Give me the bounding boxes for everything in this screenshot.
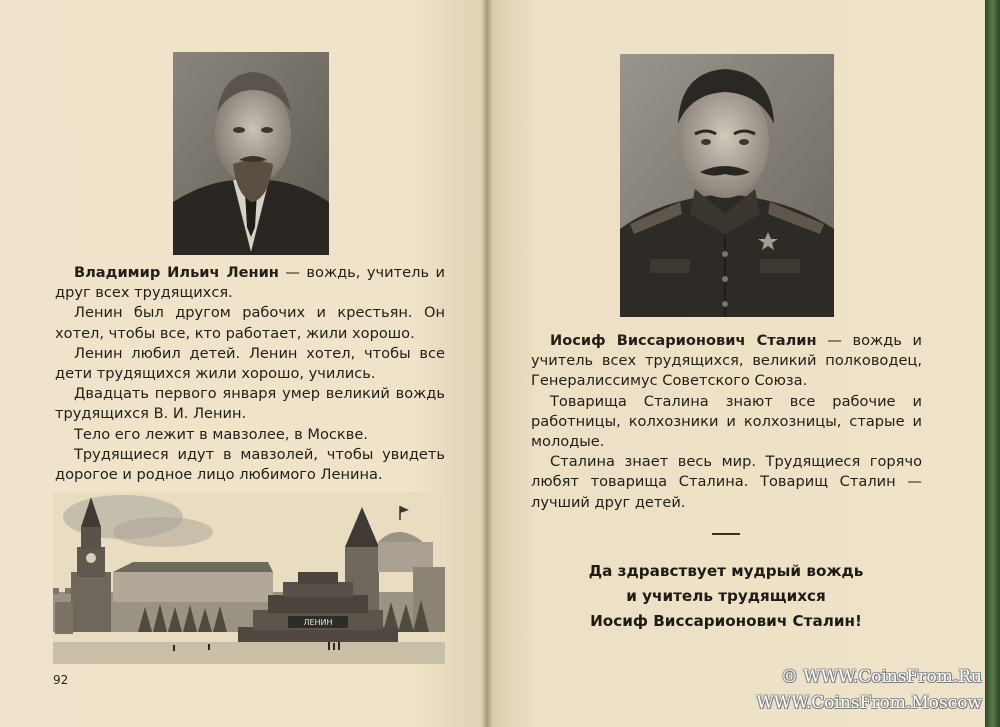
section-divider — [712, 533, 740, 535]
book-cover-edge — [985, 0, 1000, 727]
book-gutter — [481, 0, 493, 727]
portrait-stalin-icon — [620, 54, 834, 317]
lenin-lead-rest: — вождь, учитель и друг всех трудящихся. — [55, 264, 445, 302]
lenin-name: Владимир Ильич Ленин — [74, 264, 279, 281]
slogan-line: и учитель трудящихся — [626, 587, 826, 605]
lenin-paragraph: Трудящиеся идут в мавзолей, чтобы увидеть дорогое и родное лицо любимого Ленина. — [55, 445, 445, 484]
stalin-text — [531, 331, 922, 513]
watermark-line: WWW.CoinsFrom.Moscow — [756, 693, 982, 713]
mausoleum-sign: ЛЕНИН — [303, 618, 333, 627]
stalin-portrait — [620, 54, 834, 317]
kremlin-mausoleum-illustration-icon — [53, 492, 445, 664]
kremlin-illustration — [53, 492, 445, 664]
slogan-line: Иосиф Виссарионович Сталин! — [590, 612, 862, 630]
lenin-paragraph: Двадцать первого января умер великий вождь трудящихся В. И. Ленин. — [55, 385, 445, 423]
portrait-lenin-icon — [173, 52, 329, 255]
stalin-lead-rest: — вождь и учитель всех трудящихся, великий полководец, Генералиссимус Советского Союза. — [531, 332, 922, 390]
slogan-line: Да здравствует мудрый вождь — [588, 562, 864, 580]
stalin-paragraph: Сталина знает весь мир. Трудящиеся горячо любят товарища Сталина. Товарищ Сталин — лучший друг детей. — [531, 453, 922, 511]
watermark-line: © WWW.CoinsFrom.Ru — [780, 667, 982, 687]
lenin-portrait — [173, 52, 329, 255]
lenin-paragraph: Ленин любил детей. Ленин хотел, чтобы все дети трудящихся жили хорошо, учились. — [55, 344, 445, 383]
lenin-text — [55, 263, 445, 485]
page-number: 92 — [53, 673, 69, 687]
watermark — [756, 664, 982, 716]
stalin-paragraph: Товарища Сталина знают все рабочие и работницы, колхозники и колхозницы, старые и молодые. — [531, 392, 922, 451]
stalin-name: Иосиф Виссарионович Сталин — [550, 332, 817, 349]
lenin-paragraph: Ленин был другом рабочих и крестьян. Он хотел, чтобы все, кто работает, жили хорошо. — [55, 304, 445, 342]
lenin-paragraph: Тело его лежит в мавзолее, в Москве. — [74, 425, 368, 443]
stalin-lead-paragraph — [531, 331, 922, 392]
slogan — [541, 559, 911, 634]
lenin-lead-paragraph — [55, 263, 445, 303]
